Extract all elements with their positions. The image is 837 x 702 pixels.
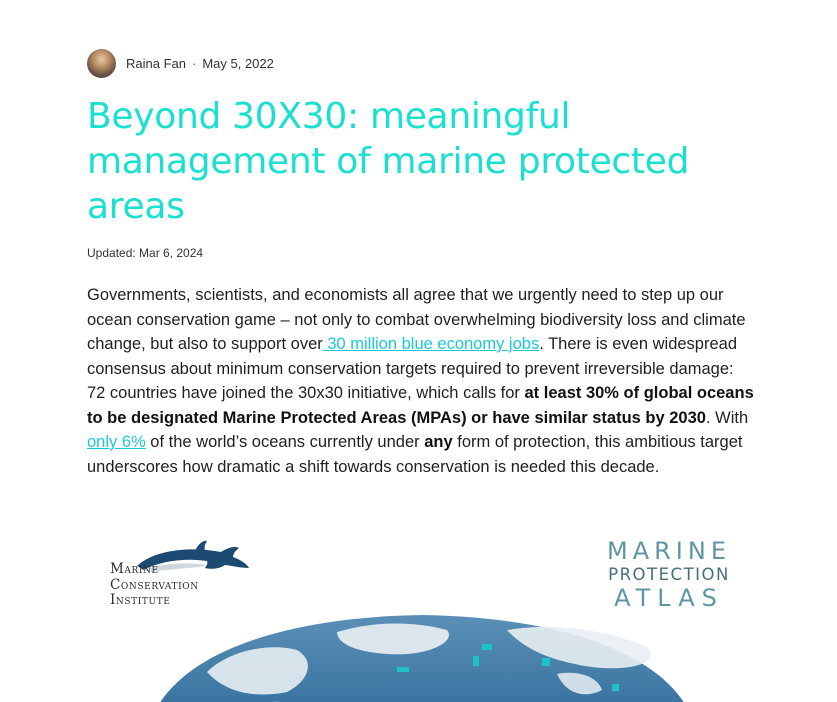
post-body-paragraph bbox=[87, 283, 755, 479]
post-title: Beyond 30X30: meaningful management of marine protected areas bbox=[87, 96, 690, 227]
hero-image[interactable] bbox=[87, 520, 757, 702]
body-text-4: of the world’s oceans currently under bbox=[145, 433, 425, 451]
world-map bbox=[87, 612, 757, 702]
mci-line-1: Marine bbox=[110, 561, 159, 577]
mci-line-2: Conservation bbox=[110, 576, 199, 593]
body-bold-30x30: at least 30% of global oceans to be designated Marine Protected Areas (MPAs) or have similar status by 2030 bbox=[87, 384, 754, 427]
atlas-line-1: MARINE bbox=[607, 537, 731, 565]
body-text-1: Governments, scientists, and economists all agree that we urgently need to step up our ocean conservation game – not only to combat overwhelming biodiversity loss and climate change, but also to support over bbox=[87, 286, 746, 353]
body-bold-any: any bbox=[424, 433, 453, 451]
body-text-2: . There is even widespread consensus about minimum conservation targets required to prevent irreversible damage: 72 countries have joined the 30x30 initiative, which calls for bbox=[87, 335, 738, 402]
avatar[interactable] bbox=[87, 49, 116, 78]
only-6-percent-link[interactable]: only 6% bbox=[87, 433, 146, 451]
body-text-3: . With bbox=[705, 408, 749, 427]
marine-protection-atlas-logo bbox=[607, 538, 731, 612]
mci-line-3: Institute bbox=[110, 592, 171, 608]
atlas-line-3: ATLAS bbox=[614, 584, 724, 612]
updated-date: Updated: Mar 6, 2024 bbox=[87, 246, 204, 260]
author-name[interactable]: Raina Fan bbox=[126, 55, 186, 71]
atlas-line-2: PROTECTION bbox=[608, 565, 730, 584]
body-text-5: form of protection, this ambitious target underscores how dramatic a shift towards conservation is needed this decade. bbox=[87, 433, 743, 476]
blue-economy-jobs-link[interactable]: 30 million blue economy jobs bbox=[322, 335, 540, 353]
author-row bbox=[87, 48, 274, 78]
post-date: May 5, 2022 bbox=[202, 55, 274, 71]
meta-separator: · bbox=[191, 55, 197, 71]
marine-conservation-institute-logo bbox=[110, 562, 199, 609]
